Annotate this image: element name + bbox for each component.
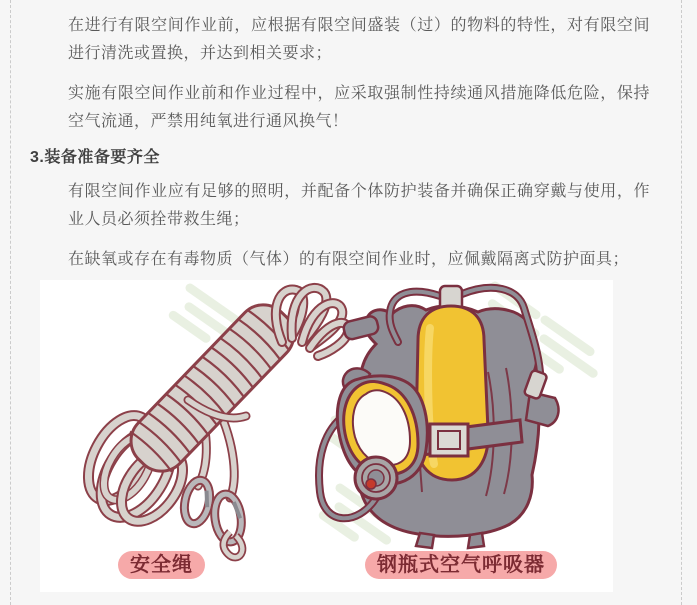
equipment-illustration[interactable] [40,280,613,592]
paragraph-ventilation: 实施有限空间作业前和作业过程中，应采取强制性持续通风措施降低危险，保持空气流通，严禁用纯氧进行通风换气！ [68,85,650,130]
air-respirator-illustration [319,286,559,548]
paragraph-lighting-ppe: 有限空间作业应有足够的照明，并配备个体防护装备并确保正确穿戴与使用，作业人员必须拴带救生绳； [68,183,650,228]
respirator-label: 钢瓶式空气呼吸器 [365,551,557,579]
section-heading: 3.装备准备要齐全 [30,149,160,166]
safety-rope-illustration [75,288,348,557]
paragraph-cleaning-replacement: 在进行有限空间作业前，应根据有限空间盛装（过）的物料的特性，对有限空间进行清洗或置换，并达到相关要求； [68,17,650,62]
strap-buckle [430,424,468,456]
equipment-illustration-canvas [40,280,613,592]
safety-rope-label: 安全绳 [118,551,205,579]
paragraph-mask: 在缺氧或存在有毒物质（气体）的有限空间作业时，应佩戴隔离式防护面具； [68,251,630,268]
